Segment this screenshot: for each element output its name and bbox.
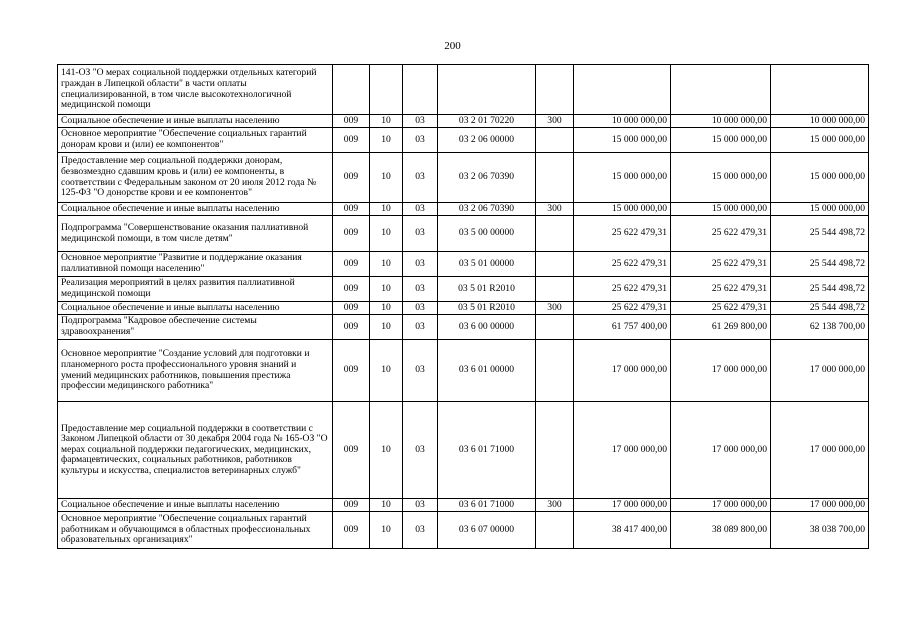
section-code: 10 xyxy=(370,203,403,216)
amount-year-1: 17 000 000,00 xyxy=(574,402,671,499)
amount-year-2: 38 089 800,00 xyxy=(671,512,771,549)
amount-year-3: 25 544 498,72 xyxy=(771,252,869,277)
amount-year-2: 17 000 000,00 xyxy=(671,340,771,402)
subsection-code: 03 xyxy=(403,203,438,216)
table-row xyxy=(58,153,869,203)
row-name: Основное мероприятие "Обеспечение социальных гарантий донорам крови и (или) ее компонентов" xyxy=(58,128,333,153)
ministry-code: 009 xyxy=(333,252,370,277)
subsection-code: 03 xyxy=(403,340,438,402)
expense-type-code xyxy=(536,402,574,499)
ministry-code: 009 xyxy=(333,512,370,549)
amount-year-2: 10 000 000,00 xyxy=(671,115,771,128)
subsection-code: 03 xyxy=(403,402,438,499)
row-name: Предоставление мер социальной поддержки донорам, безвозмездно сдавшим кровь и (или) ее компоненты, в соответствии с Федеральным законом от 20 июля 2012 года № 125-ФЗ "О донорстве крови и ее компонентов" xyxy=(58,153,333,203)
amount-year-1: 15 000 000,00 xyxy=(574,203,671,216)
amount-year-2: 17 000 000,00 xyxy=(671,499,771,512)
table-row xyxy=(58,128,869,153)
section-code: 10 xyxy=(370,499,403,512)
amount-year-1: 15 000 000,00 xyxy=(574,153,671,203)
amount-year-1: 38 417 400,00 xyxy=(574,512,671,549)
ministry-code: 009 xyxy=(333,128,370,153)
subsection-code: 03 xyxy=(403,302,438,315)
amount-year-2: 61 269 800,00 xyxy=(671,315,771,340)
table-row xyxy=(58,65,869,115)
ministry-code: 009 xyxy=(333,203,370,216)
budget-table xyxy=(57,64,869,549)
section-code: 10 xyxy=(370,115,403,128)
expense-type-code: 300 xyxy=(536,203,574,216)
target-article-code xyxy=(438,65,536,115)
section-code: 10 xyxy=(370,277,403,302)
section-code: 10 xyxy=(370,128,403,153)
ministry-code: 009 xyxy=(333,216,370,252)
amount-year-2: 15 000 000,00 xyxy=(671,153,771,203)
row-name: Подпрограмма "Совершенствование оказания паллиативной медицинской помощи, в том числе детям" xyxy=(58,216,333,252)
expense-type-code xyxy=(536,340,574,402)
subsection-code: 03 xyxy=(403,512,438,549)
row-name: Основное мероприятие "Создание условий для подготовки и планомерного роста профессионального уровня знаний и умений медицинских работников, повышения престижа профессии медицинского работника" xyxy=(58,340,333,402)
table-row xyxy=(58,115,869,128)
row-name: Социальное обеспечение и иные выплаты населению xyxy=(58,115,333,128)
table-row xyxy=(58,402,869,499)
ministry-code: 009 xyxy=(333,153,370,203)
ministry-code: 009 xyxy=(333,499,370,512)
subsection-code: 03 xyxy=(403,315,438,340)
row-name: Подпрограмма "Кадровое обеспечение системы здравоохранения" xyxy=(58,315,333,340)
amount-year-3: 17 000 000,00 xyxy=(771,499,869,512)
expense-type-code: 300 xyxy=(536,302,574,315)
subsection-code: 03 xyxy=(403,252,438,277)
section-code: 10 xyxy=(370,512,403,549)
row-name: 141-ОЗ "О мерах социальной поддержки отдельных категорий граждан в Липецкой области" в части оплаты специализированной, в том числе высокотехнологичной медицинской помощи xyxy=(58,65,333,115)
amount-year-3: 25 544 498,72 xyxy=(771,302,869,315)
target-article-code: 03 5 00 00000 xyxy=(438,216,536,252)
amount-year-2: 17 000 000,00 xyxy=(671,402,771,499)
ministry-code: 009 xyxy=(333,302,370,315)
row-name: Социальное обеспечение и иные выплаты населению xyxy=(58,203,333,216)
expense-type-code: 300 xyxy=(536,499,574,512)
ministry-code: 009 xyxy=(333,340,370,402)
ministry-code: 009 xyxy=(333,402,370,499)
table-row xyxy=(58,216,869,252)
row-name: Основное мероприятие "Обеспечение социальных гарантий работникам и обучающимся в областных профессиональных образовательных организациях" xyxy=(58,512,333,549)
table-row xyxy=(58,252,869,277)
subsection-code: 03 xyxy=(403,277,438,302)
ministry-code: 009 xyxy=(333,115,370,128)
section-code: 10 xyxy=(370,315,403,340)
table-row xyxy=(58,499,869,512)
amount-year-2 xyxy=(671,65,771,115)
amount-year-1: 25 622 479,31 xyxy=(574,302,671,315)
expense-type-code xyxy=(536,128,574,153)
amount-year-1: 17 000 000,00 xyxy=(574,499,671,512)
amount-year-1: 61 757 400,00 xyxy=(574,315,671,340)
expense-type-code xyxy=(536,216,574,252)
row-name: Реализация мероприятий в целях развития паллиативной медицинской помощи xyxy=(58,277,333,302)
amount-year-3: 15 000 000,00 xyxy=(771,153,869,203)
amount-year-2: 25 622 479,31 xyxy=(671,277,771,302)
expense-type-code xyxy=(536,277,574,302)
amount-year-3 xyxy=(771,65,869,115)
subsection-code: 03 xyxy=(403,499,438,512)
page-number: 200 xyxy=(444,40,461,52)
amount-year-1: 25 622 479,31 xyxy=(574,216,671,252)
expense-type-code xyxy=(536,315,574,340)
expense-type-code xyxy=(536,65,574,115)
target-article-code: 03 2 06 00000 xyxy=(438,128,536,153)
table-row xyxy=(58,203,869,216)
target-article-code: 03 2 06 70390 xyxy=(438,203,536,216)
ministry-code xyxy=(333,65,370,115)
row-name: Предоставление мер социальной поддержки в соответствии с Законом Липецкой области от 30 декабря 2004 года № 165-ОЗ "О мерах социальной поддержки педагогических, медицинских, фармацевтических, социальных работников, работников культуры и искусства, специалистов ветеринарных служб" xyxy=(58,402,333,499)
section-code xyxy=(370,65,403,115)
amount-year-1 xyxy=(574,65,671,115)
subsection-code: 03 xyxy=(403,115,438,128)
amount-year-1: 10 000 000,00 xyxy=(574,115,671,128)
amount-year-2: 25 622 479,31 xyxy=(671,216,771,252)
expense-type-code xyxy=(536,252,574,277)
amount-year-3: 38 038 700,00 xyxy=(771,512,869,549)
section-code: 10 xyxy=(370,252,403,277)
amount-year-3: 15 000 000,00 xyxy=(771,128,869,153)
table-row xyxy=(58,315,869,340)
table-row xyxy=(58,277,869,302)
table-row xyxy=(58,302,869,315)
section-code: 10 xyxy=(370,216,403,252)
row-name: Социальное обеспечение и иные выплаты населению xyxy=(58,302,333,315)
subsection-code: 03 xyxy=(403,216,438,252)
amount-year-1: 15 000 000,00 xyxy=(574,128,671,153)
target-article-code: 03 6 00 00000 xyxy=(438,315,536,340)
row-name: Социальное обеспечение и иные выплаты населению xyxy=(58,499,333,512)
amount-year-3: 25 544 498,72 xyxy=(771,277,869,302)
amount-year-3: 10 000 000,00 xyxy=(771,115,869,128)
amount-year-3: 25 544 498,72 xyxy=(771,216,869,252)
amount-year-2: 15 000 000,00 xyxy=(671,128,771,153)
table-row xyxy=(58,340,869,402)
amount-year-2: 25 622 479,31 xyxy=(671,302,771,315)
row-name: Основное мероприятие "Развитие и поддержание оказания паллиативной помощи населению" xyxy=(58,252,333,277)
section-code: 10 xyxy=(370,153,403,203)
ministry-code: 009 xyxy=(333,315,370,340)
expense-type-code: 300 xyxy=(536,115,574,128)
section-code: 10 xyxy=(370,340,403,402)
subsection-code: 03 xyxy=(403,153,438,203)
target-article-code: 03 6 07 00000 xyxy=(438,512,536,549)
target-article-code: 03 5 01 00000 xyxy=(438,252,536,277)
amount-year-3: 62 138 700,00 xyxy=(771,315,869,340)
expense-type-code xyxy=(536,512,574,549)
amount-year-2: 15 000 000,00 xyxy=(671,203,771,216)
target-article-code: 03 2 06 70390 xyxy=(438,153,536,203)
amount-year-1: 17 000 000,00 xyxy=(574,340,671,402)
expense-type-code xyxy=(536,153,574,203)
subsection-code xyxy=(403,65,438,115)
target-article-code: 03 2 01 70220 xyxy=(438,115,536,128)
ministry-code: 009 xyxy=(333,277,370,302)
amount-year-3: 15 000 000,00 xyxy=(771,203,869,216)
amount-year-3: 17 000 000,00 xyxy=(771,340,869,402)
target-article-code: 03 6 01 71000 xyxy=(438,402,536,499)
section-code: 10 xyxy=(370,302,403,315)
table-row xyxy=(58,512,869,549)
amount-year-3: 17 000 000,00 xyxy=(771,402,869,499)
subsection-code: 03 xyxy=(403,128,438,153)
amount-year-1: 25 622 479,31 xyxy=(574,252,671,277)
target-article-code: 03 6 01 71000 xyxy=(438,499,536,512)
target-article-code: 03 5 01 R2010 xyxy=(438,302,536,315)
amount-year-1: 25 622 479,31 xyxy=(574,277,671,302)
section-code: 10 xyxy=(370,402,403,499)
target-article-code: 03 6 01 00000 xyxy=(438,340,536,402)
amount-year-2: 25 622 479,31 xyxy=(671,252,771,277)
target-article-code: 03 5 01 R2010 xyxy=(438,277,536,302)
